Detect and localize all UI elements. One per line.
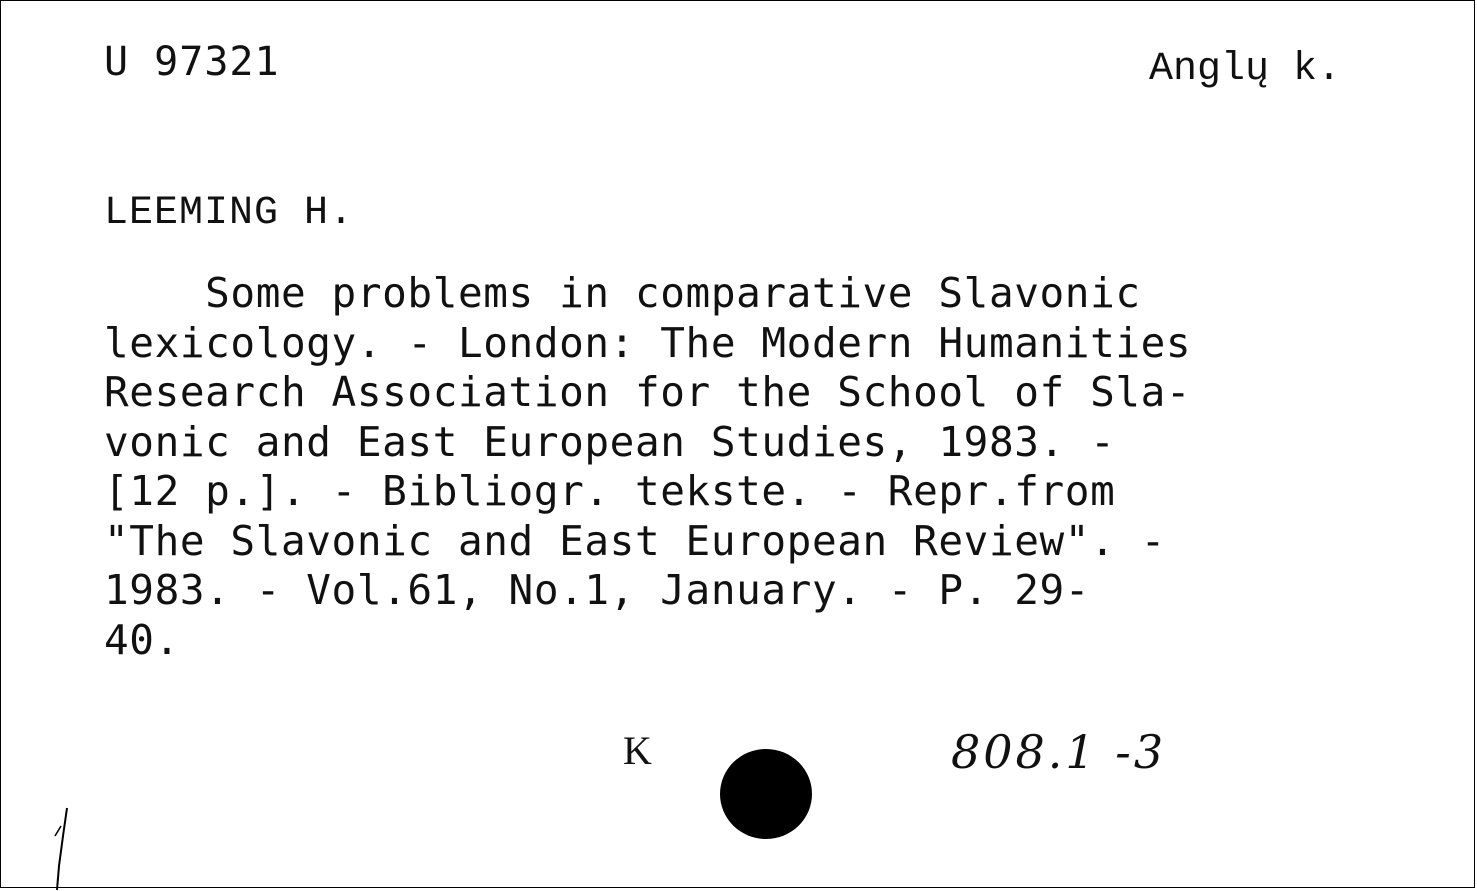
author-heading: LEEMING H. — [104, 191, 355, 236]
description-line: lexicology. - London: The Modern Humanities — [104, 318, 1192, 367]
punch-hole — [720, 749, 812, 839]
bibliographic-description — [104, 269, 1434, 665]
description-line: vonic and East European Studies, 1983. - — [104, 417, 1116, 466]
description-line: "The Slavonic and East European Review". - — [104, 516, 1166, 565]
k-label: K — [623, 728, 652, 773]
description-line: 1983. - Vol.61, No.1, January. - P. 29- — [104, 566, 1091, 614]
language-label: Anglų k. — [1149, 47, 1342, 92]
description-line: [12 p.]. - Bibliogr. tekste. - Repr.from — [104, 467, 1116, 515]
pencil-mark — [41, 806, 81, 891]
description-line: Research Association for the School of Sla- — [104, 368, 1192, 416]
call-number: 808.1 -3 — [951, 725, 1167, 779]
description-line: 40. — [104, 615, 180, 664]
description-line: Some problems in comparative Slavonic — [104, 269, 1141, 317]
record-number: U 97321 — [104, 39, 280, 85]
